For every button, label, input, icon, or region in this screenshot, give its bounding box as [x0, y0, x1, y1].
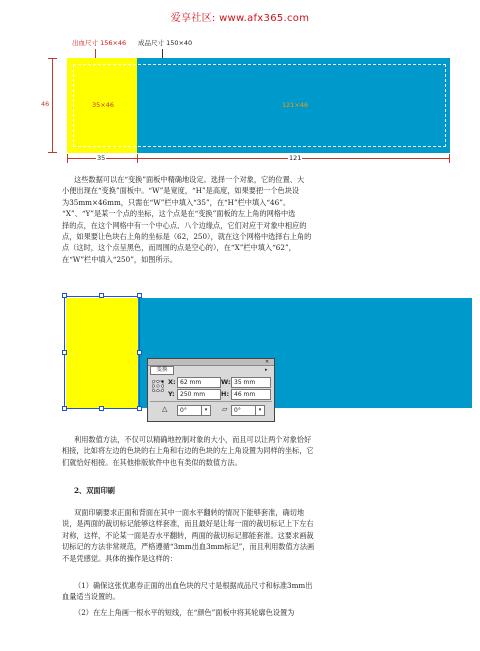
tab-transform[interactable]: 变换 — [150, 366, 174, 375]
text-line: 在“W”栏中填入“250”，如图所示。 — [62, 254, 178, 264]
w-field[interactable]: 35 mm — [231, 377, 271, 388]
list-item-1 — [62, 580, 422, 603]
divider — [150, 401, 272, 402]
reference-point-grid-icon[interactable] — [152, 377, 164, 389]
y-label: Y: — [168, 390, 175, 398]
section-title: 2、双面印刷 — [74, 486, 115, 495]
selection-handle[interactable] — [137, 293, 142, 298]
shear-field[interactable]: 0° — [231, 405, 257, 416]
transform-panel — [147, 358, 275, 422]
paragraph-numeric-method — [62, 434, 422, 468]
figure-transform-panel — [62, 290, 472, 430]
blue-size-label: 121×46 — [282, 101, 309, 109]
selection-handle[interactable] — [99, 293, 104, 298]
w-label: W: — [221, 378, 231, 386]
width2-label: 121 — [289, 154, 302, 162]
text-line: 血量适当设置的。 — [62, 592, 120, 602]
selection-handle[interactable] — [62, 406, 67, 411]
site-header: 爱享社区: www.afx365.com — [170, 13, 310, 24]
h-field[interactable]: 46 mm — [231, 389, 271, 400]
trim-dashed-outline — [73, 64, 446, 147]
text-line: 点，如果要让色块右上角的坐标是（62，250），就在这个网格中选择右上角的 — [62, 232, 312, 242]
h-label: H: — [221, 390, 230, 398]
text-line: 小便出现在“变换”面板中。“W”是宽度，“H”是高度，如果要把一个色块设 — [62, 186, 300, 196]
text-line: 对称，这样，不论某一面是否水平翻转，两面的裁切标记都能套准。这要求画裁 — [62, 530, 314, 540]
paragraph-duplex-printing — [62, 507, 422, 564]
text-line: 相接，比如将左边的色块的右上角和右边的色块的左上角设置为同样的坐标，它 — [62, 446, 314, 456]
list-item-2 — [62, 607, 422, 618]
width-dimension-line — [67, 158, 450, 159]
text-line: 说，是两面的裁切标记能够这样套准，而且最好是让每一面的裁切标记上下左右 — [62, 519, 314, 529]
finish-size-label: 成品尺寸 150×40 — [138, 39, 193, 47]
text-line: 择的点，在这个网格中有一个中心点、八个边缘点，它们对应于对象中相应的 — [62, 220, 307, 230]
width1-label: 35 — [97, 154, 106, 162]
shear-icon: ▱ — [222, 405, 228, 413]
text-line: 切标记的方法非常规范，严格遵循“3mm出血3mm标记”，而且利用数值方法画 — [62, 542, 315, 552]
panel-titlebar[interactable] — [148, 359, 274, 366]
selection-handle[interactable] — [99, 406, 104, 411]
text-line: 这些数据可以在“变换”面板中精确地设定。选择一个对象，它的位置、大 — [74, 175, 305, 184]
paragraph-transform-intro — [62, 174, 422, 265]
selection-handle[interactable] — [137, 350, 142, 355]
x-field[interactable]: 62 mm — [177, 377, 221, 388]
close-icon[interactable]: ✕ — [265, 359, 270, 365]
text-line: 不是凭感觉。具体的操作是这样的： — [62, 553, 178, 563]
bleed-size-label: 出血尺寸 156×46 — [72, 39, 127, 47]
text-line: 双面印刷要求正面和背面在其中一面水平翻转的情况下能够套准，确切地 — [74, 508, 305, 517]
text-line: 们就恰好相接。在其他排版软件中也有类似的数值方法。 — [62, 457, 242, 467]
shear-dropdown-icon[interactable]: ▾ — [255, 405, 265, 416]
text-line: （1）确保这张优惠券正面的出血色块的尺寸是根据成品尺寸和标准3mm出 — [74, 581, 313, 590]
selection-handle[interactable] — [62, 350, 67, 355]
height-label: 46 — [41, 100, 50, 108]
text-line: （2）在左上角画一根水平的短线，在“颜色”面板中将其轮廓色设置为 — [74, 608, 295, 617]
rotate-field[interactable]: 0° — [177, 405, 203, 416]
yellow-size-label: 35×46 — [92, 101, 114, 109]
yellow-block-selected — [66, 298, 138, 408]
height-dimension-line — [52, 58, 53, 153]
x-label: X: — [168, 378, 176, 386]
panel-menu-icon[interactable]: ▸ — [265, 367, 268, 373]
text-line: 利用数值方法，不仅可以精确地控制对象的大小，而且可以让两个对象恰好 — [74, 435, 312, 444]
y-field[interactable]: 250 mm — [177, 389, 221, 400]
rotate-icon: △ — [162, 405, 168, 413]
selection-handle[interactable] — [62, 293, 67, 298]
text-line: 为35mm×46mm，只需在“W”栏中填入“35”，在“H”栏中填入“46”。 — [62, 197, 291, 207]
figure-dimensions — [40, 38, 460, 168]
rotate-dropdown-icon[interactable]: ▾ — [201, 405, 211, 416]
bleed-pointer — [95, 49, 96, 58]
text-line: “X”、“Y”是某一个点的坐标，这个点是在“变换”面板的左上角的网格中选 — [62, 209, 296, 219]
selection-handle[interactable] — [137, 406, 142, 411]
text-line: 点（这时，这个点呈黑色，而周围的点是空心的），在“X”栏中填入“62”， — [62, 243, 296, 253]
